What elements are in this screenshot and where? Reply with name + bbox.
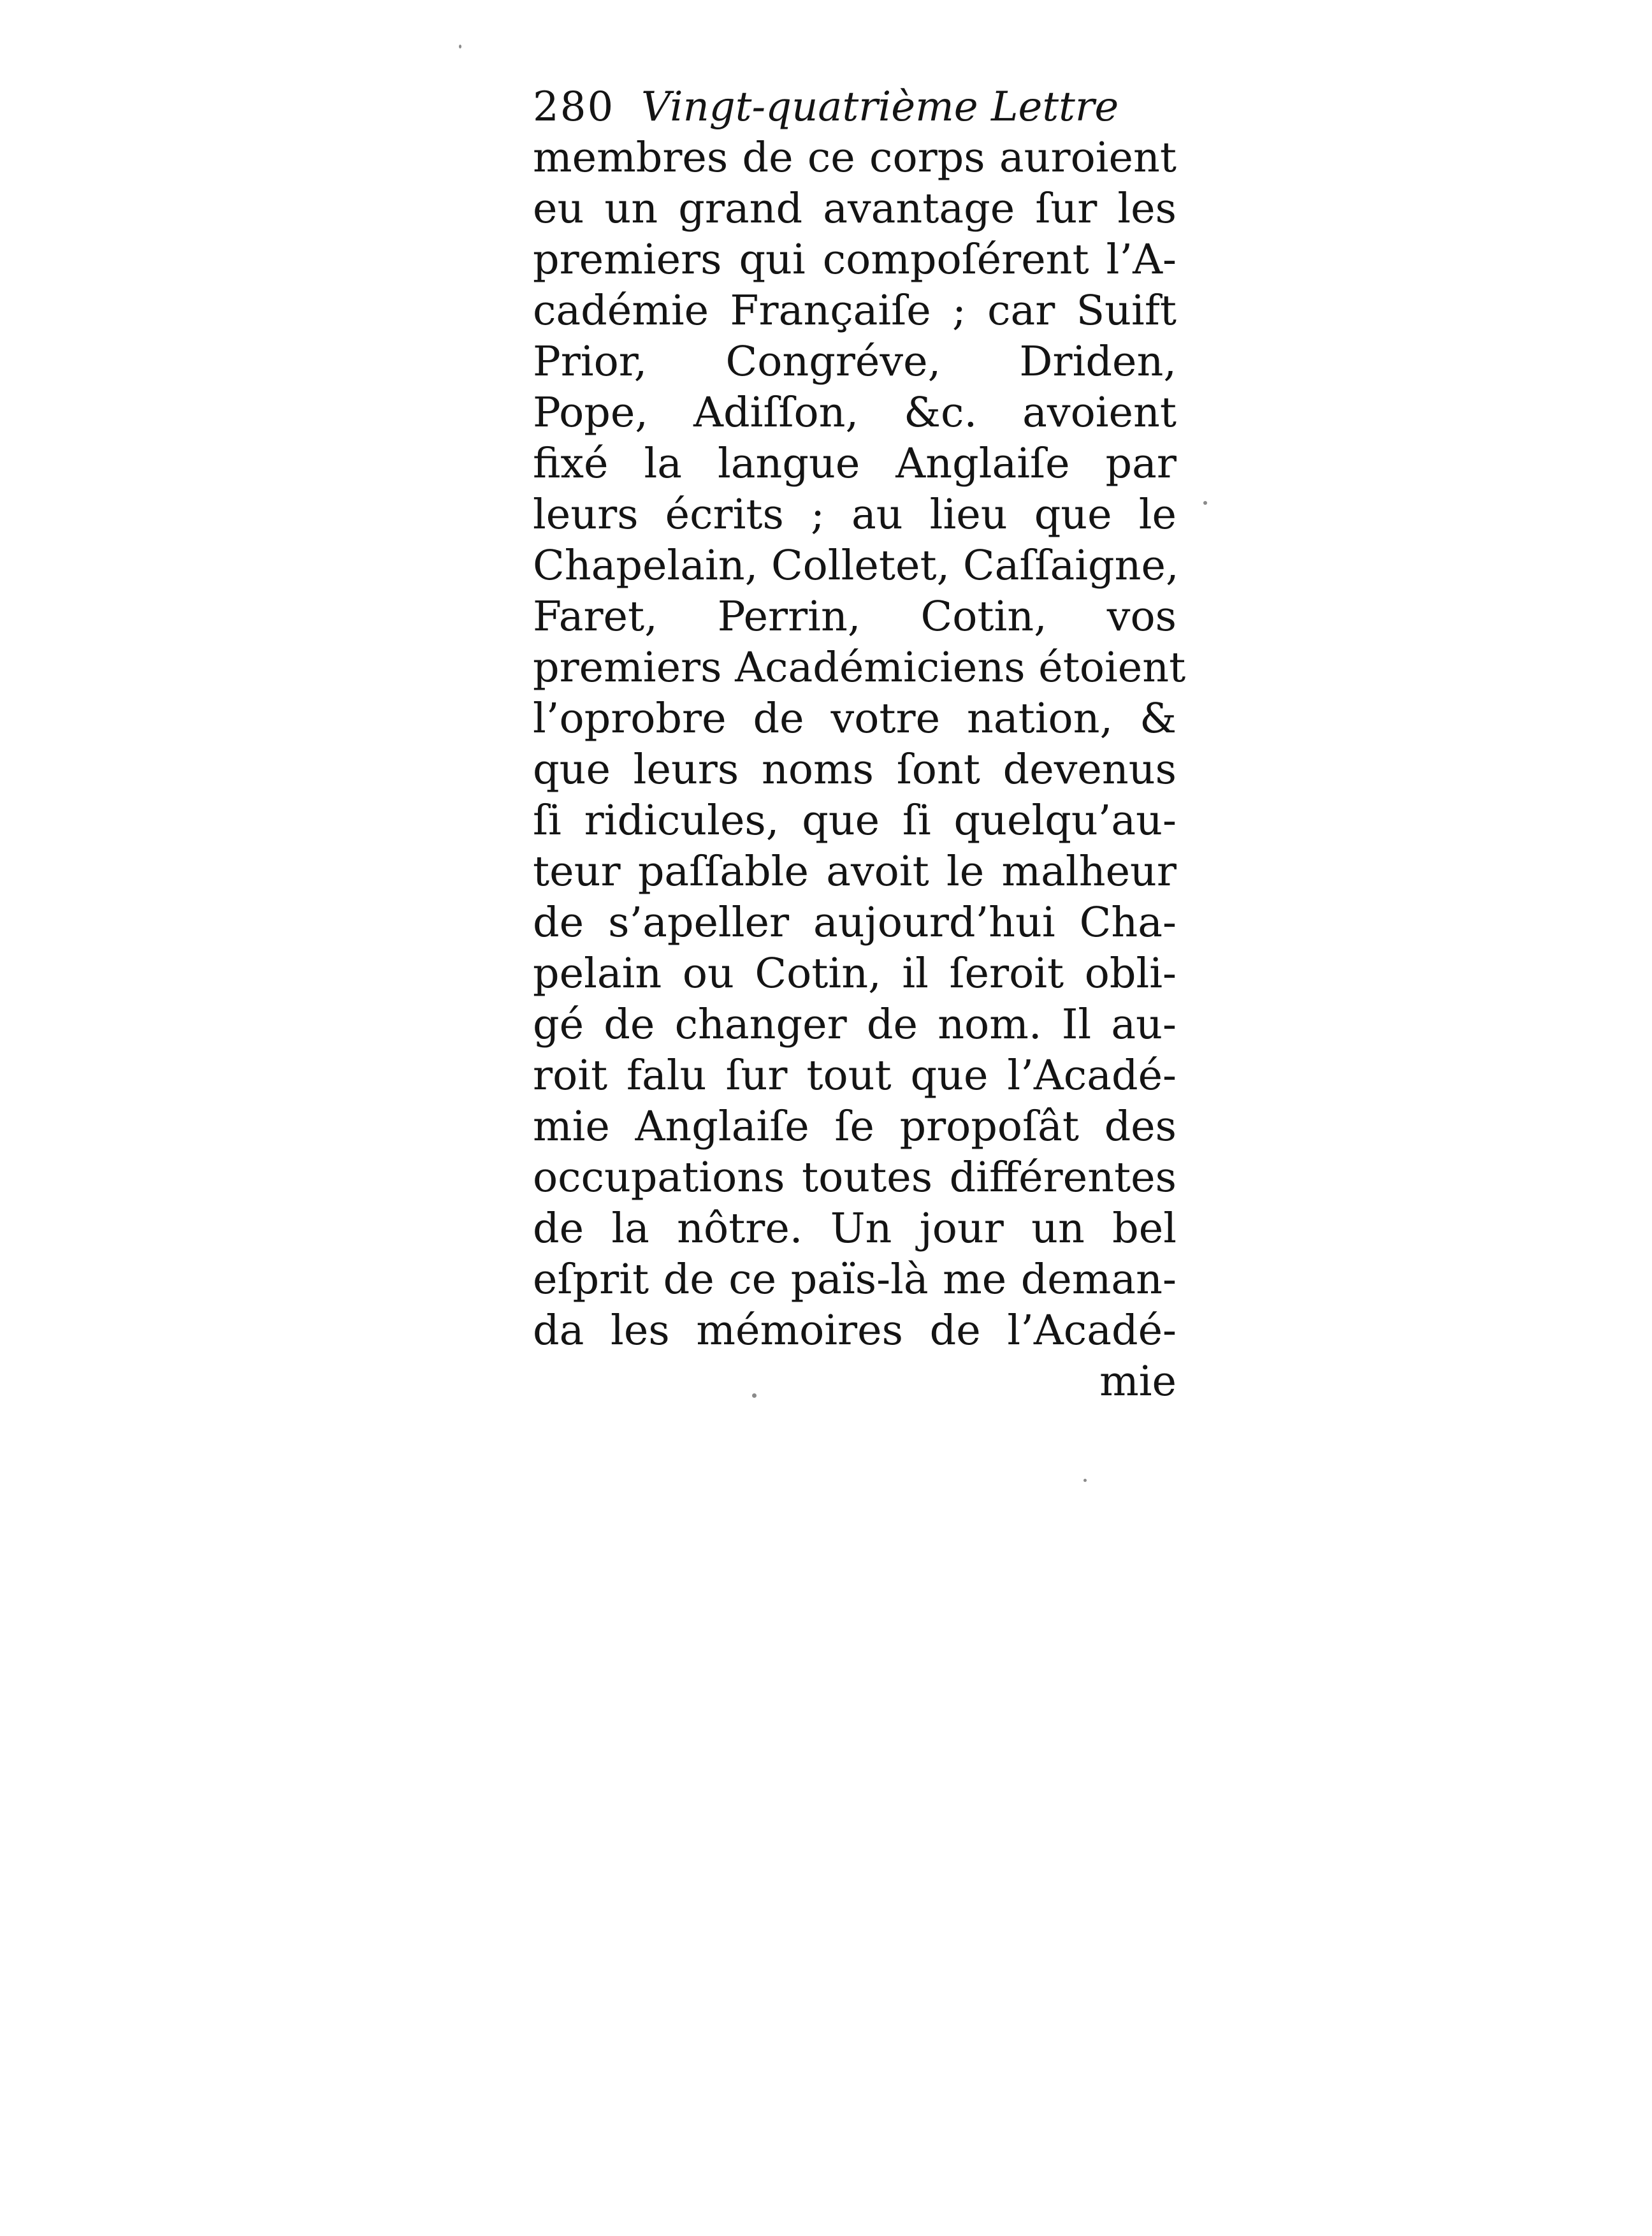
paper-speck	[1083, 1479, 1087, 1482]
text-line: Pope, Adiſſon, &c. avoient	[533, 389, 1177, 437]
text-line: premiers Académiciens étoient	[533, 644, 1186, 692]
text-line: de la nôtre. Un jour un bel	[533, 1205, 1177, 1252]
text-line: eu un grand avantage ſur les	[533, 185, 1177, 233]
text-line: l’oprobre de votre nation, &	[533, 695, 1177, 743]
text-block	[533, 82, 1186, 1407]
paper-speck	[1203, 501, 1207, 505]
text-line: Chapelain, Colletet, Caſſaigne,	[533, 542, 1179, 590]
text-line: membres de ce corps auroient	[533, 134, 1177, 182]
page-number: 280	[533, 83, 615, 131]
text-line: que leurs noms ſont devenus	[533, 746, 1177, 794]
text-line: ſi ridicules, que ſi quelqu’au-	[533, 797, 1177, 845]
text-line: cadémie Françaiſe ; car Suift	[533, 287, 1177, 335]
text-line: Prior, Congréve, Driden,	[533, 338, 1177, 386]
text-line: roit falu ſur tout que l’Acadé-	[533, 1052, 1177, 1100]
text-line: occupations toutes différentes	[533, 1154, 1177, 1201]
text-line: gé de changer de nom. Il au-	[533, 1001, 1177, 1049]
text-line: eſprit de ce païs-là me deman-	[533, 1256, 1177, 1303]
running-head: Vingt-quatrième Lettre	[641, 83, 1119, 131]
text-line: pelain ou Cotin, il ſeroit obli-	[533, 950, 1177, 998]
text-line: premiers qui compoſérent l’A-	[533, 236, 1177, 284]
paper-speck	[752, 1393, 757, 1398]
text-line: de s’apeller aujourd’hui Cha-	[533, 899, 1177, 947]
page-header	[533, 82, 1177, 133]
catchword: mie	[1099, 1358, 1177, 1405]
text-line: Faret, Perrin, Cotin, vos	[533, 593, 1177, 641]
paper-speck	[459, 45, 461, 48]
text-line: da les mémoires de l’Acadé-	[533, 1307, 1177, 1354]
text-line: leurs écrits ; au lieu que le	[533, 491, 1177, 539]
text-line: mie Anglaiſe ſe propoſât des	[533, 1103, 1177, 1151]
text-line: teur paſſable avoit le malheur	[533, 848, 1177, 896]
text-line: fixé la langue Anglaiſe par	[533, 440, 1177, 488]
